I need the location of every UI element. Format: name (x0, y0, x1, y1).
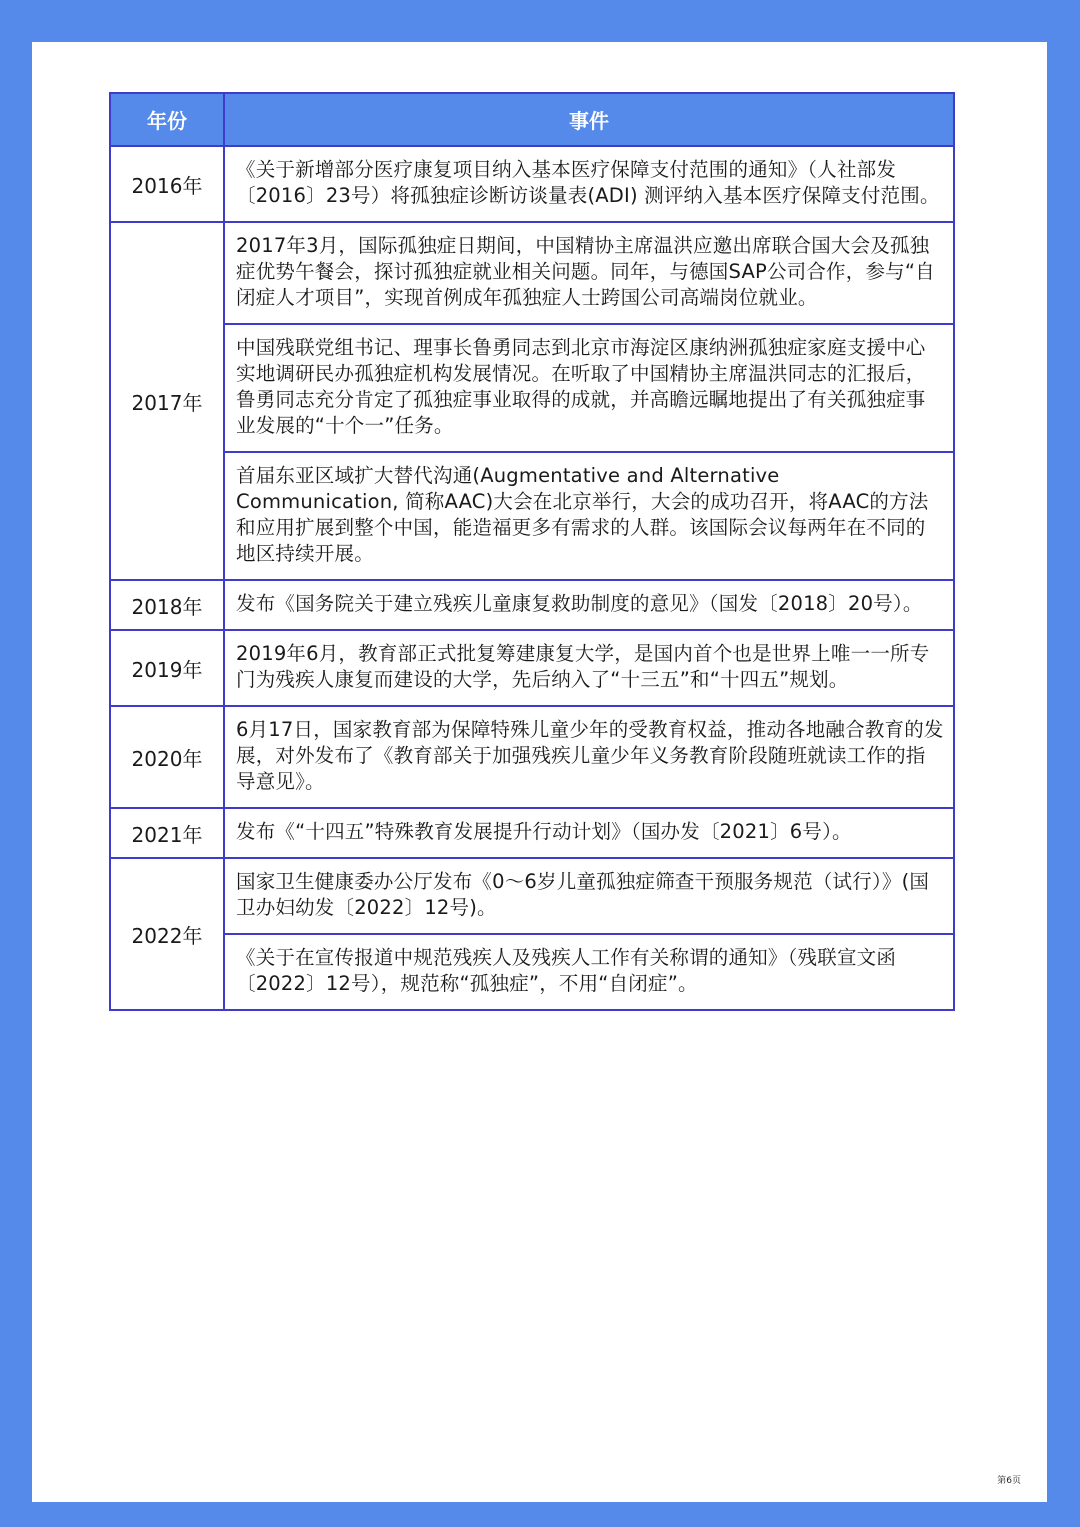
table-row (110, 222, 954, 324)
table-row (110, 934, 954, 1010)
table-body (110, 146, 954, 1010)
year-cell: 2021年 (110, 808, 224, 858)
year-cell: 2016年 (110, 146, 224, 222)
event-cell: 首届东亚区域扩大替代沟通(Augmentative and Alternative Communication, 简称AAC)大会在北京举行，大会的成功召开，将AAC的方法和应用扩展到整个中国，能造福更多有需求的人群。该国际会议每两年在不同的地区持续开展。 (224, 452, 954, 580)
table-row (110, 324, 954, 452)
header-year: 年份 (110, 93, 224, 146)
event-cell: 发布《国务院关于建立残疾儿童康复救助制度的意见》（国发〔2018〕20号）。 (224, 580, 954, 630)
event-cell: 6月17日，国家教育部为保障特殊儿童少年的受教育权益，推动各地融合教育的发展，对外发布了《教育部关于加强残疾儿童少年义务教育阶段随班就读工作的指导意见》。 (224, 706, 954, 808)
header-event: 事件 (224, 93, 954, 146)
year-cell: 2018年 (110, 580, 224, 630)
table-row (110, 580, 954, 630)
event-cell: 2019年6月，教育部正式批复筹建康复大学，是国内首个也是世界上唯一一所专门为残疾人康复而建设的大学，先后纳入了“十三五”和“十四五”规划。 (224, 630, 954, 706)
year-cell: 2022年 (110, 858, 224, 1010)
event-cell: 中国残联党组书记、理事长鲁勇同志到北京市海淀区康纳洲孤独症家庭支援中心实地调研民办孤独症机构发展情况。在听取了中国精协主席温洪同志的汇报后，鲁勇同志充分肯定了孤独症事业取得的成就，并高瞻远瞩地提出了有关孤独症事业发展的“十个一”任务。 (224, 324, 954, 452)
event-cell: 国家卫生健康委办公厅发布《0～6岁儿童孤独症筛查干预服务规范（试行）》(国卫办妇幼发〔2022〕12号)。 (224, 858, 954, 934)
page-number: 第6页 (997, 1476, 1021, 1486)
year-cell: 2017年 (110, 222, 224, 580)
event-cell: 发布《“十四五”特殊教育发展提升行动计划》（国办发〔2021〕6号）。 (224, 808, 954, 858)
timeline-table (109, 92, 955, 1011)
event-cell: 2017年3月，国际孤独症日期间，中国精协主席温洪应邀出席联合国大会及孤独症优势午餐会，探讨孤独症就业相关问题。同年，与德国SAP公司合作，参与“自闭症人才项目”，实现首例成年孤独症人士跨国公司高端岗位就业。 (224, 222, 954, 324)
table-row (110, 146, 954, 222)
event-cell: 《关于在宣传报道中规范残疾人及残疾人工作有关称谓的通知》（残联宣文函〔2022〕12号），规范称“孤独症”，不用“自闭症”。 (224, 934, 954, 1010)
year-cell: 2019年 (110, 630, 224, 706)
table-row (110, 808, 954, 858)
year-cell: 2020年 (110, 706, 224, 808)
event-cell: 《关于新增部分医疗康复项目纳入基本医疗保障支付范围的通知》（人社部发〔2016〕23号）将孤独症诊断访谈量表(ADI) 测评纳入基本医疗保障支付范围。 (224, 146, 954, 222)
table-row (110, 706, 954, 808)
document-page (32, 42, 1047, 1502)
table-header-row (110, 93, 954, 146)
table-row (110, 858, 954, 934)
table-row (110, 630, 954, 706)
table-row (110, 452, 954, 580)
